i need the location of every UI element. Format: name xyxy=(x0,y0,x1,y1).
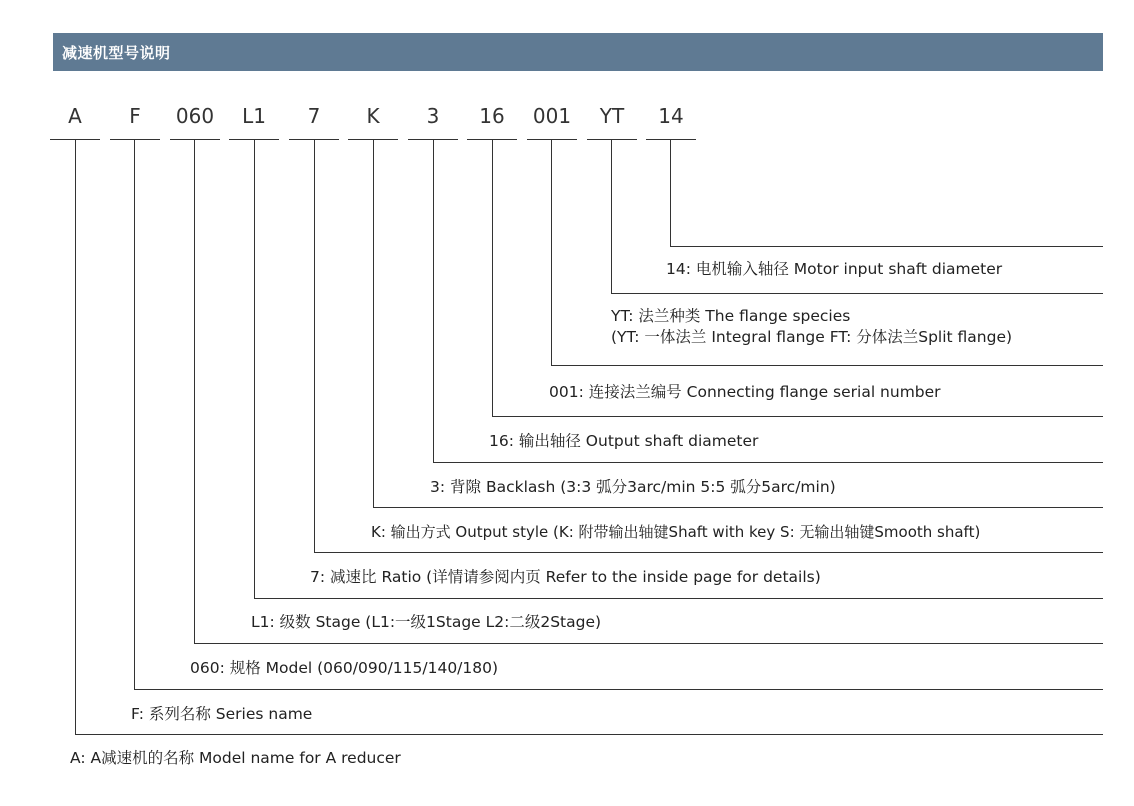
desc-k: K: 输出方式 Output style (K: 附带输出轴键Shaft with key S: 无输出轴键Smooth shaft) xyxy=(371,523,981,541)
desc-yt-line1: YT: 法兰种类 The flange species xyxy=(611,307,851,325)
leader-vertical-l1 xyxy=(254,139,255,598)
leader-vertical-060 xyxy=(194,139,195,643)
leader-horizontal-a xyxy=(75,734,1103,735)
leader-horizontal-l1 xyxy=(254,598,1103,599)
leader-horizontal-14 xyxy=(670,246,1103,247)
desc-16: 16: 输出轴径 Output shaft diameter xyxy=(489,432,759,450)
leader-vertical-3 xyxy=(433,139,434,462)
code-l1: L1 xyxy=(242,104,266,128)
leader-vertical-7 xyxy=(314,139,315,552)
desc-l1: L1: 级数 Stage (L1:一级1Stage L2:二级2Stage) xyxy=(251,613,602,631)
desc-060: 060: 规格 Model (060/090/115/140/180) xyxy=(190,659,499,677)
leader-horizontal-7 xyxy=(314,552,1103,553)
section-header xyxy=(53,33,1103,71)
leader-vertical-f xyxy=(134,139,135,689)
code-f: F xyxy=(129,104,141,128)
desc-3: 3: 背隙 Backlash (3:3 弧分3arc/min 5:5 弧分5arc/min) xyxy=(430,478,836,496)
leader-vertical-001 xyxy=(551,139,552,365)
desc-7: 7: 减速比 Ratio (详情请参阅内页 Refer to the inside page for details) xyxy=(310,568,821,586)
leader-vertical-a xyxy=(75,139,76,734)
leader-horizontal-16 xyxy=(492,416,1103,417)
desc-yt-line2: (YT: 一体法兰 Integral flange FT: 分体法兰Split flange) xyxy=(611,328,1013,346)
underline-060 xyxy=(170,139,220,140)
leader-vertical-k xyxy=(373,139,374,507)
code-a: A xyxy=(68,104,82,128)
leader-horizontal-001 xyxy=(551,365,1103,366)
code-060: 060 xyxy=(175,104,215,128)
leader-horizontal-yt xyxy=(611,293,1103,294)
code-3: 3 xyxy=(426,104,440,128)
leader-horizontal-k xyxy=(373,507,1103,508)
desc-f: F: 系列名称 Series name xyxy=(131,705,313,723)
leader-horizontal-060 xyxy=(194,643,1103,644)
leader-horizontal-3 xyxy=(433,462,1103,463)
code-yt: YT xyxy=(599,104,625,128)
section-title: 减速机型号说明 xyxy=(62,44,171,62)
leader-horizontal-f xyxy=(134,689,1103,690)
underline-yt xyxy=(587,139,637,140)
desc-14: 14: 电机输入轴径 Motor input shaft diameter xyxy=(666,260,1003,278)
desc-001: 001: 连接法兰编号 Connecting flange serial number xyxy=(549,383,941,401)
code-001: 001 xyxy=(532,104,572,128)
code-7: 7 xyxy=(307,104,321,128)
code-14: 14 xyxy=(658,104,684,128)
desc-a: A: A减速机的名称 Model name for A reducer xyxy=(70,749,401,767)
underline-14 xyxy=(646,139,696,140)
leader-vertical-14 xyxy=(670,139,671,246)
underline-f xyxy=(110,139,160,140)
underline-001 xyxy=(527,139,577,140)
code-16: 16 xyxy=(479,104,505,128)
code-k: K xyxy=(366,104,380,128)
leader-vertical-16 xyxy=(492,139,493,416)
leader-vertical-yt xyxy=(611,139,612,293)
